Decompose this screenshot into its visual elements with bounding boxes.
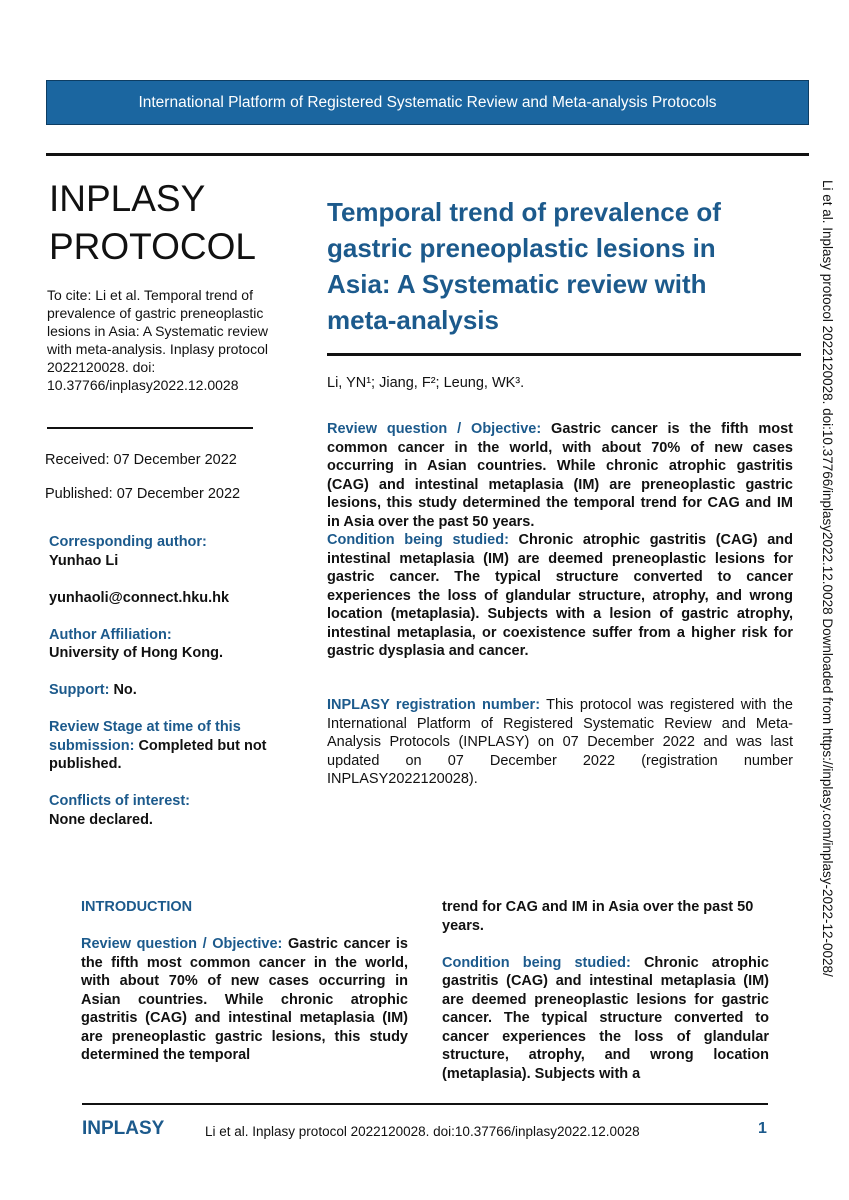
intro-right-column — [442, 898, 769, 1083]
received-date: Received: 07 December 2022 — [45, 452, 237, 468]
abstract-cond-text: Chronic atrophic gastritis (CAG) and intestinal metaplasia (IM) are deemed preneoplastic lesions for gastric cancer. The typical structure converted to cancer experiences the loss of glandular structure, atrophy, and wrong location (metaplasia). Subjects with a lesion of gastric atrophy, intestinal metaplasia, or coexistence suffer from a higher risk for gastric dysplasia and cancer. — [327, 532, 793, 659]
registration-text: This protocol was registered with the International Platform of Registered Systematic Review and Meta-Analysis Protocols (INPLASY) on 07 December 2022 and was last updated on 07 December 2022 (registration number INPLASY2022120028). — [327, 697, 793, 787]
intro-left-column — [81, 898, 408, 1065]
intro-rq-text: Gastric cancer is the fifth most common cancer in the world, with about 70% of new cases occurring in Asian countries. While chronic atrophic gastritis (CAG) and intestinal metaplasia (IM) are preneoplastic gastric lesions, this study determined the temporal — [81, 936, 408, 1063]
review-stage — [49, 718, 279, 774]
intro-rq-label: Review question / Objective: — [81, 936, 283, 952]
top-rule — [46, 153, 809, 156]
support-value: No. — [113, 682, 137, 698]
published-date: Published: 07 December 2022 — [45, 486, 241, 502]
footer-citation: Li et al. Inplasy protocol 2022120028. doi:10.37766/inplasy2022.12.0028 — [205, 1124, 640, 1139]
affiliation-value: University of Hong Kong. — [49, 645, 223, 661]
protocol-title — [49, 175, 256, 271]
corresponding-author-label: Corresponding author: — [49, 534, 207, 550]
abstract-rq-text: Gastric cancer is the fifth most common cancer in the world, with about 70% of new cases occurring in Asian countries. While chronic atrophic gastritis (CAG) and intestinal metaplasia (IM) are preneoplastic gastric lesions, this study determined the temporal trend for CAG and IM in Asia over the past 50 years. — [327, 421, 794, 530]
intro-condition — [442, 954, 769, 1084]
registration-label: INPLASY registration number: — [327, 697, 541, 713]
intro-review-question — [81, 935, 408, 1065]
protocol-title-line2: PROTOCOL — [49, 226, 256, 267]
abstract-cond-label: Condition being studied: — [327, 532, 509, 548]
conflicts-label: Conflicts of interest: — [49, 793, 190, 809]
authors: Li, YN¹; Jiang, F²; Leung, WK³. — [327, 375, 525, 391]
abstract-block — [327, 420, 793, 661]
banner-text: International Platform of Registered Systematic Review and Meta-analysis Protocols — [138, 94, 717, 111]
author-email[interactable]: yunhaoli@connect.hku.hk — [49, 589, 230, 606]
footer-brand: INPLASY — [82, 1118, 165, 1139]
support-line — [49, 681, 279, 700]
review-stage-label: Review Stage at time of this submission: — [49, 719, 241, 754]
support-label: Support: — [49, 682, 110, 698]
corresponding-author-name: Yunhao Li — [49, 552, 119, 569]
intro-rq-continued: trend for CAG and IM in Asia over the past 50 years. — [442, 899, 754, 934]
abstract-condition — [327, 531, 793, 661]
citation: To cite: Li et al. Temporal trend of prevalence of gastric preneoplastic lesions in Asia: A Systematic review with meta-analysis. Inplasy protocol 2022120028. doi: 10.37766/inplasy2022.12.0028 — [47, 287, 268, 393]
registration-block — [327, 696, 793, 789]
abstract-rq-label: Review question / Objective: — [327, 421, 542, 437]
cite-rule — [47, 427, 253, 429]
abstract-review-question — [327, 420, 793, 531]
footer-rule — [82, 1103, 768, 1105]
intro-heading: INTRODUCTION — [81, 899, 193, 915]
page-number: 1 — [758, 1120, 767, 1137]
paper-title: Temporal trend of prevalence of gastric preneoplastic lesions in Asia: A Systematic review with meta-analysis — [327, 197, 721, 335]
intro-cond-label: Condition being studied: — [442, 954, 631, 971]
vertical-download-note[interactable]: Li et al. Inplasy protocol 2022120028. doi:10.37766/inplasy2022.12.0028 Downloaded from https://inplasy.com/inplasy-2022-12-0028/ — [820, 180, 835, 977]
conflicts-value: None declared. — [49, 811, 153, 828]
platform-banner — [46, 80, 809, 125]
intro-cond-text: Chronic atrophic gastritis (CAG) and intestinal metaplasia (IM) are deemed preneoplastic lesions for gastric cancer. The typical structure converted to cancer experiences the loss of glandular structure, atrophy, and wrong location (metaplasia). Subjects with a — [442, 954, 769, 1082]
protocol-title-line1: INPLASY — [49, 178, 206, 219]
sidebar-info — [49, 533, 279, 829]
affiliation-label: Author Affiliation: — [49, 626, 172, 643]
title-rule — [327, 353, 801, 356]
review-stage-value: Completed but not published. — [49, 737, 267, 772]
